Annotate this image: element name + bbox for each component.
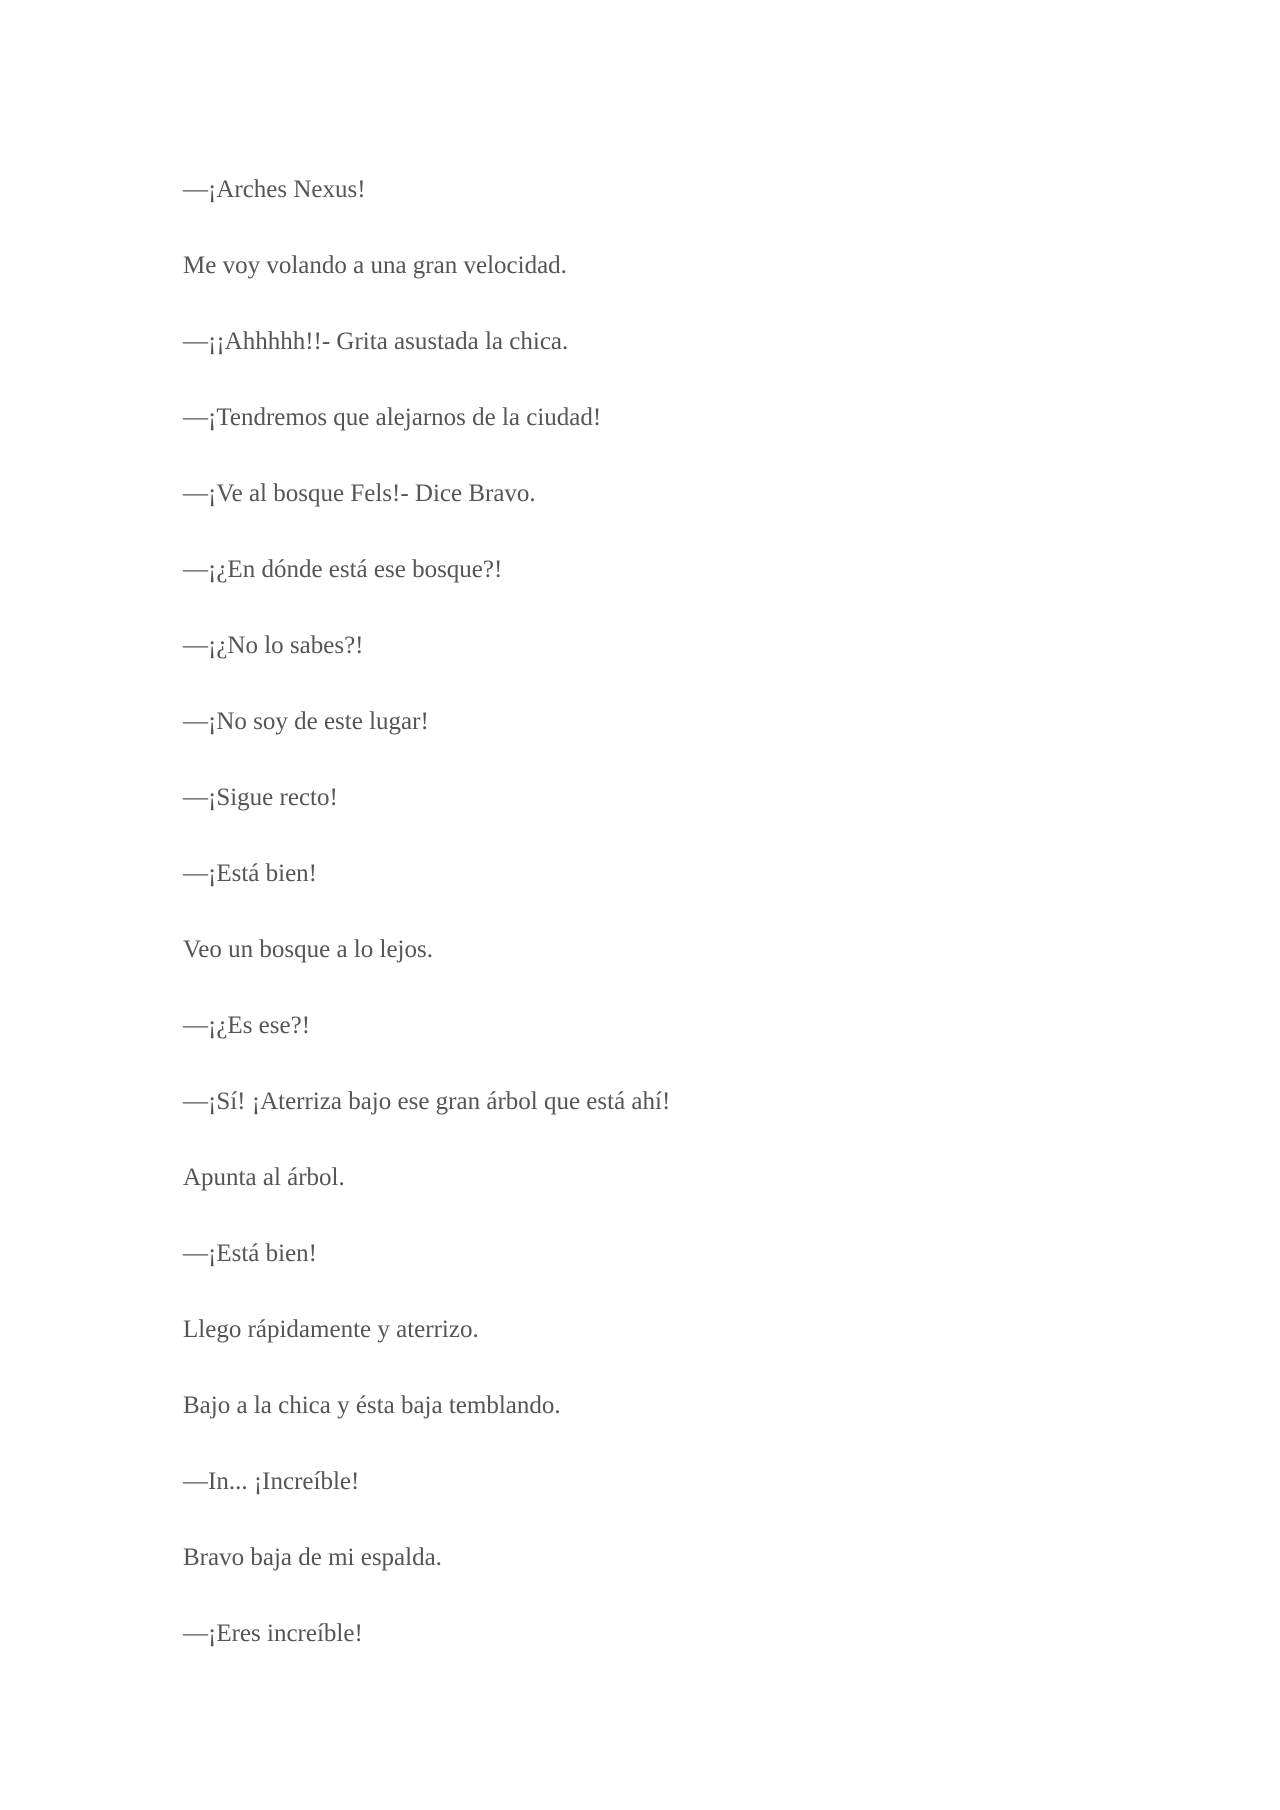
paragraph: —¡Sigue recto! [183, 784, 338, 811]
story-text [183, 176, 1183, 1696]
paragraph: Bravo baja de mi espalda. [183, 1544, 442, 1571]
paragraph: —¡Está bien! [183, 1240, 317, 1267]
paragraph: —¡Arches Nexus! [183, 176, 366, 203]
paragraph: —¡Ve al bosque Fels!- Dice Bravo. [183, 480, 536, 507]
paragraph: Bajo a la chica y ésta baja temblando. [183, 1392, 561, 1419]
paragraph: —In... ¡Increíble! [183, 1468, 360, 1495]
paragraph: Llego rápidamente y aterrizo. [183, 1316, 479, 1343]
paragraph: —¡Eres increíble! [183, 1620, 363, 1647]
paragraph: —¡¿No lo sabes?! [183, 632, 364, 659]
paragraph: —¡No soy de este lugar! [183, 708, 429, 735]
paragraph: Veo un bosque a lo lejos. [183, 936, 433, 963]
paragraph: —¡¡Ahhhhh!!- Grita asustada la chica. [183, 328, 569, 355]
paragraph: —¡Sí! ¡Aterriza bajo ese gran árbol que está ahí! [183, 1088, 671, 1115]
paragraph: Me voy volando a una gran velocidad. [183, 252, 567, 279]
paragraph: —¡¿Es ese?! [183, 1012, 311, 1039]
paragraph: —¡Tendremos que alejarnos de la ciudad! [183, 404, 602, 431]
paragraph: —¡Está bien! [183, 860, 317, 887]
paragraph: —¡¿En dónde está ese bosque?! [183, 556, 503, 583]
paragraph: Apunta al árbol. [183, 1164, 345, 1191]
